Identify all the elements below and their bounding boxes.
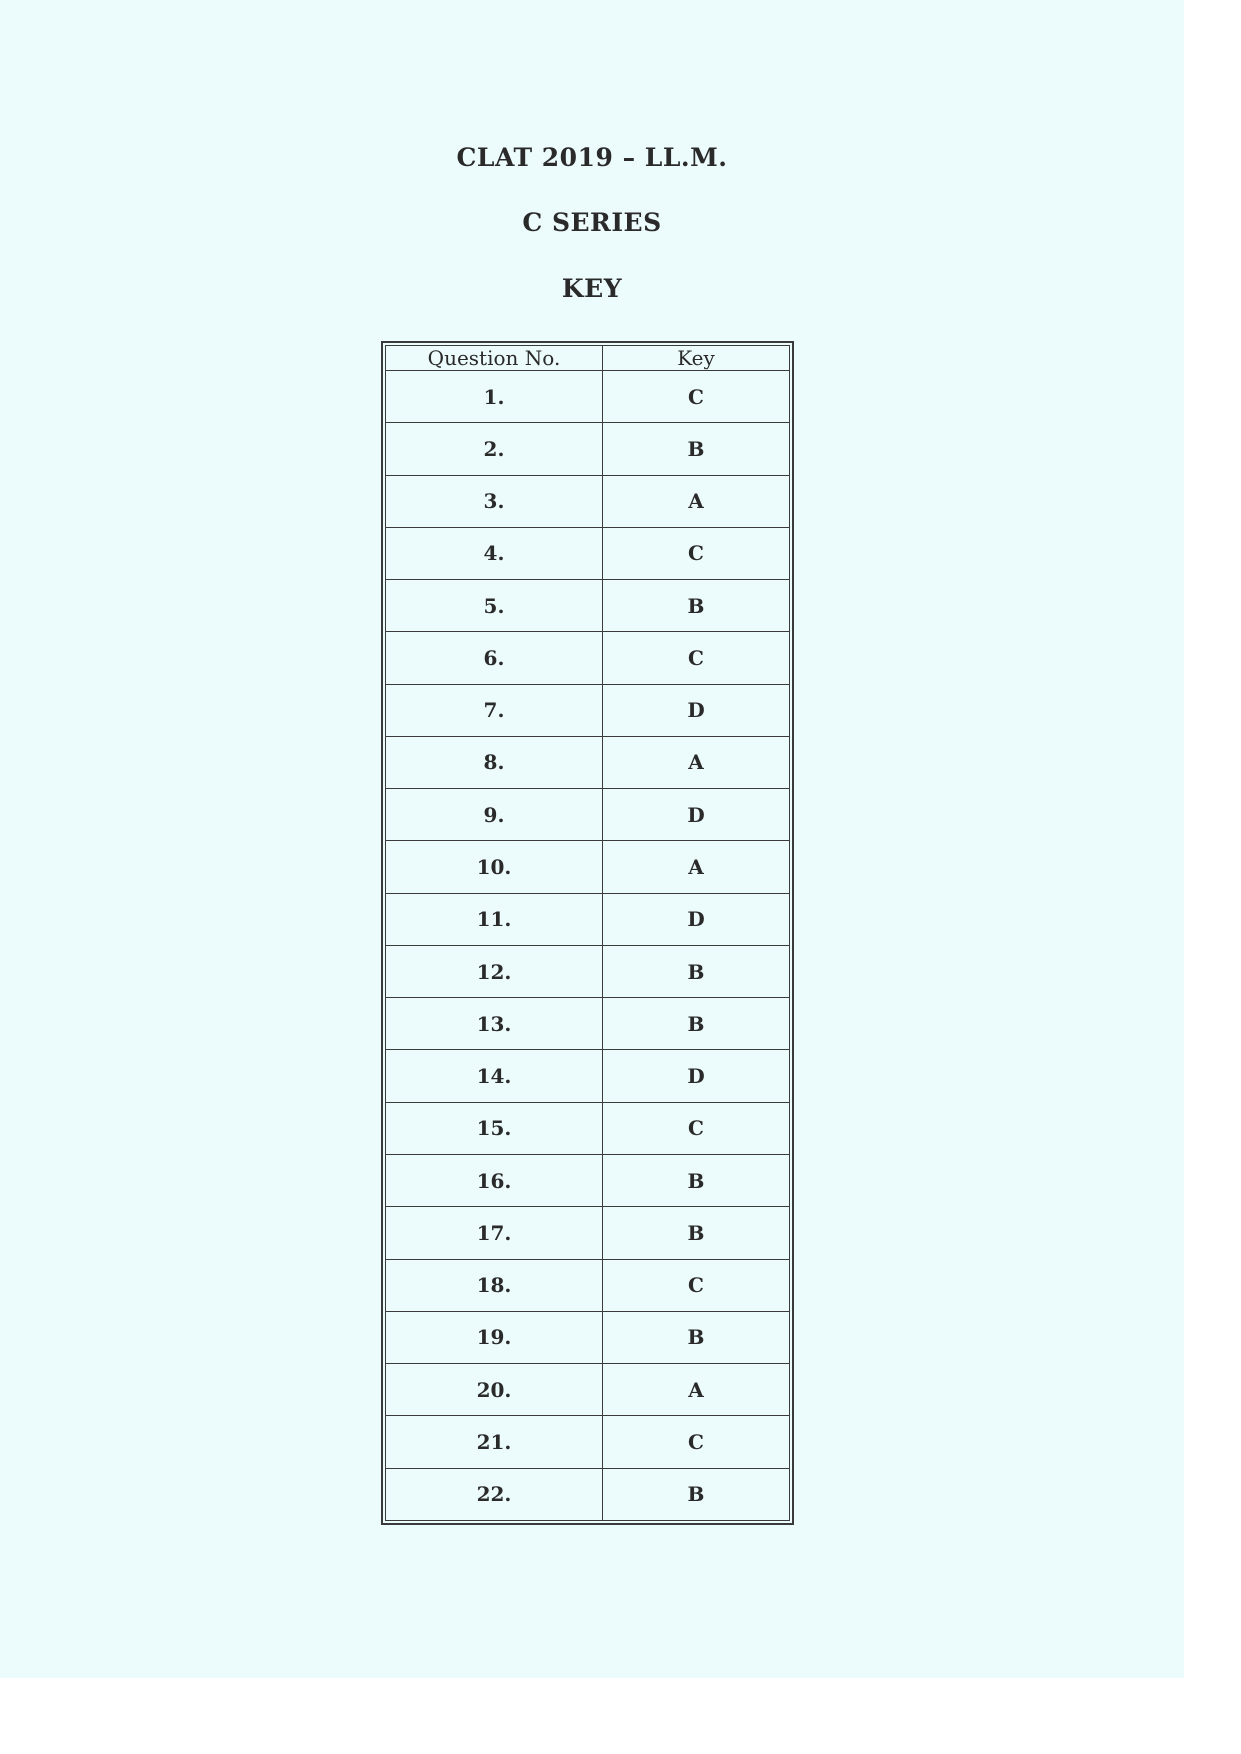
- document-title: CLAT 2019 – LL.M.: [456, 143, 728, 172]
- table-row: [386, 893, 790, 945]
- table-row: [386, 1154, 790, 1206]
- answer-key-cell: D: [603, 1050, 790, 1102]
- answer-key-cell: B: [603, 1468, 790, 1520]
- table-row: [386, 736, 790, 788]
- table-row: [386, 1468, 790, 1520]
- question-number-cell: 20.: [386, 1364, 603, 1416]
- question-number-cell: 18.: [386, 1259, 603, 1311]
- question-number-cell: 15.: [386, 1102, 603, 1154]
- table-row: [386, 1050, 790, 1102]
- header-question-no: Question No.: [386, 346, 603, 371]
- answer-key-cell: B: [603, 580, 790, 632]
- table-row: [386, 475, 790, 527]
- table-row: [386, 580, 790, 632]
- question-number-cell: 10.: [386, 841, 603, 893]
- answer-key-cell: A: [603, 1364, 790, 1416]
- table-row: [386, 632, 790, 684]
- question-number-cell: 2.: [386, 423, 603, 475]
- answer-key-cell: B: [603, 945, 790, 997]
- answer-key-cell: B: [603, 998, 790, 1050]
- question-number-cell: 7.: [386, 684, 603, 736]
- table-row: [386, 527, 790, 579]
- table-row: [386, 423, 790, 475]
- answer-key-cell: D: [603, 893, 790, 945]
- table-row: [386, 684, 790, 736]
- answer-key-cell: D: [603, 789, 790, 841]
- answer-key-cell: C: [603, 1259, 790, 1311]
- answer-key-cell: D: [603, 684, 790, 736]
- table-header-row: [386, 346, 790, 371]
- answer-key-cell: A: [603, 736, 790, 788]
- answer-key-cell: C: [603, 632, 790, 684]
- question-number-cell: 11.: [386, 893, 603, 945]
- question-number-cell: 16.: [386, 1154, 603, 1206]
- table-row: [386, 945, 790, 997]
- answer-key-table: [385, 345, 790, 1521]
- answer-key-cell: C: [603, 1102, 790, 1154]
- question-number-cell: 5.: [386, 580, 603, 632]
- question-number-cell: 4.: [386, 527, 603, 579]
- answer-key-cell: C: [603, 371, 790, 423]
- question-number-cell: 9.: [386, 789, 603, 841]
- table-row: [386, 371, 790, 423]
- question-number-cell: 22.: [386, 1468, 603, 1520]
- table-row: [386, 1311, 790, 1363]
- answer-key-cell: B: [603, 1311, 790, 1363]
- table-body: [386, 371, 790, 1521]
- question-number-cell: 1.: [386, 371, 603, 423]
- question-number-cell: 12.: [386, 945, 603, 997]
- question-number-cell: 8.: [386, 736, 603, 788]
- key-heading: KEY: [561, 274, 623, 303]
- answer-key-cell: C: [603, 1416, 790, 1468]
- answer-key-cell: C: [603, 527, 790, 579]
- question-number-cell: 6.: [386, 632, 603, 684]
- header-key: Key: [603, 346, 790, 371]
- answer-key-cell: A: [603, 841, 790, 893]
- answer-key-table-frame: [381, 341, 794, 1525]
- question-number-cell: 17.: [386, 1207, 603, 1259]
- answer-key-cell: A: [603, 475, 790, 527]
- answer-key-cell: B: [603, 1207, 790, 1259]
- table-row: [386, 789, 790, 841]
- table-row: [386, 841, 790, 893]
- question-number-cell: 13.: [386, 998, 603, 1050]
- answer-key-cell: B: [603, 423, 790, 475]
- table-row: [386, 1259, 790, 1311]
- series-label: C SERIES: [522, 208, 662, 237]
- answer-key-cell: B: [603, 1154, 790, 1206]
- question-number-cell: 3.: [386, 475, 603, 527]
- table-row: [386, 1364, 790, 1416]
- question-number-cell: 14.: [386, 1050, 603, 1102]
- table-row: [386, 998, 790, 1050]
- table-row: [386, 1416, 790, 1468]
- question-number-cell: 21.: [386, 1416, 603, 1468]
- table-row: [386, 1207, 790, 1259]
- table-row: [386, 1102, 790, 1154]
- question-number-cell: 19.: [386, 1311, 603, 1363]
